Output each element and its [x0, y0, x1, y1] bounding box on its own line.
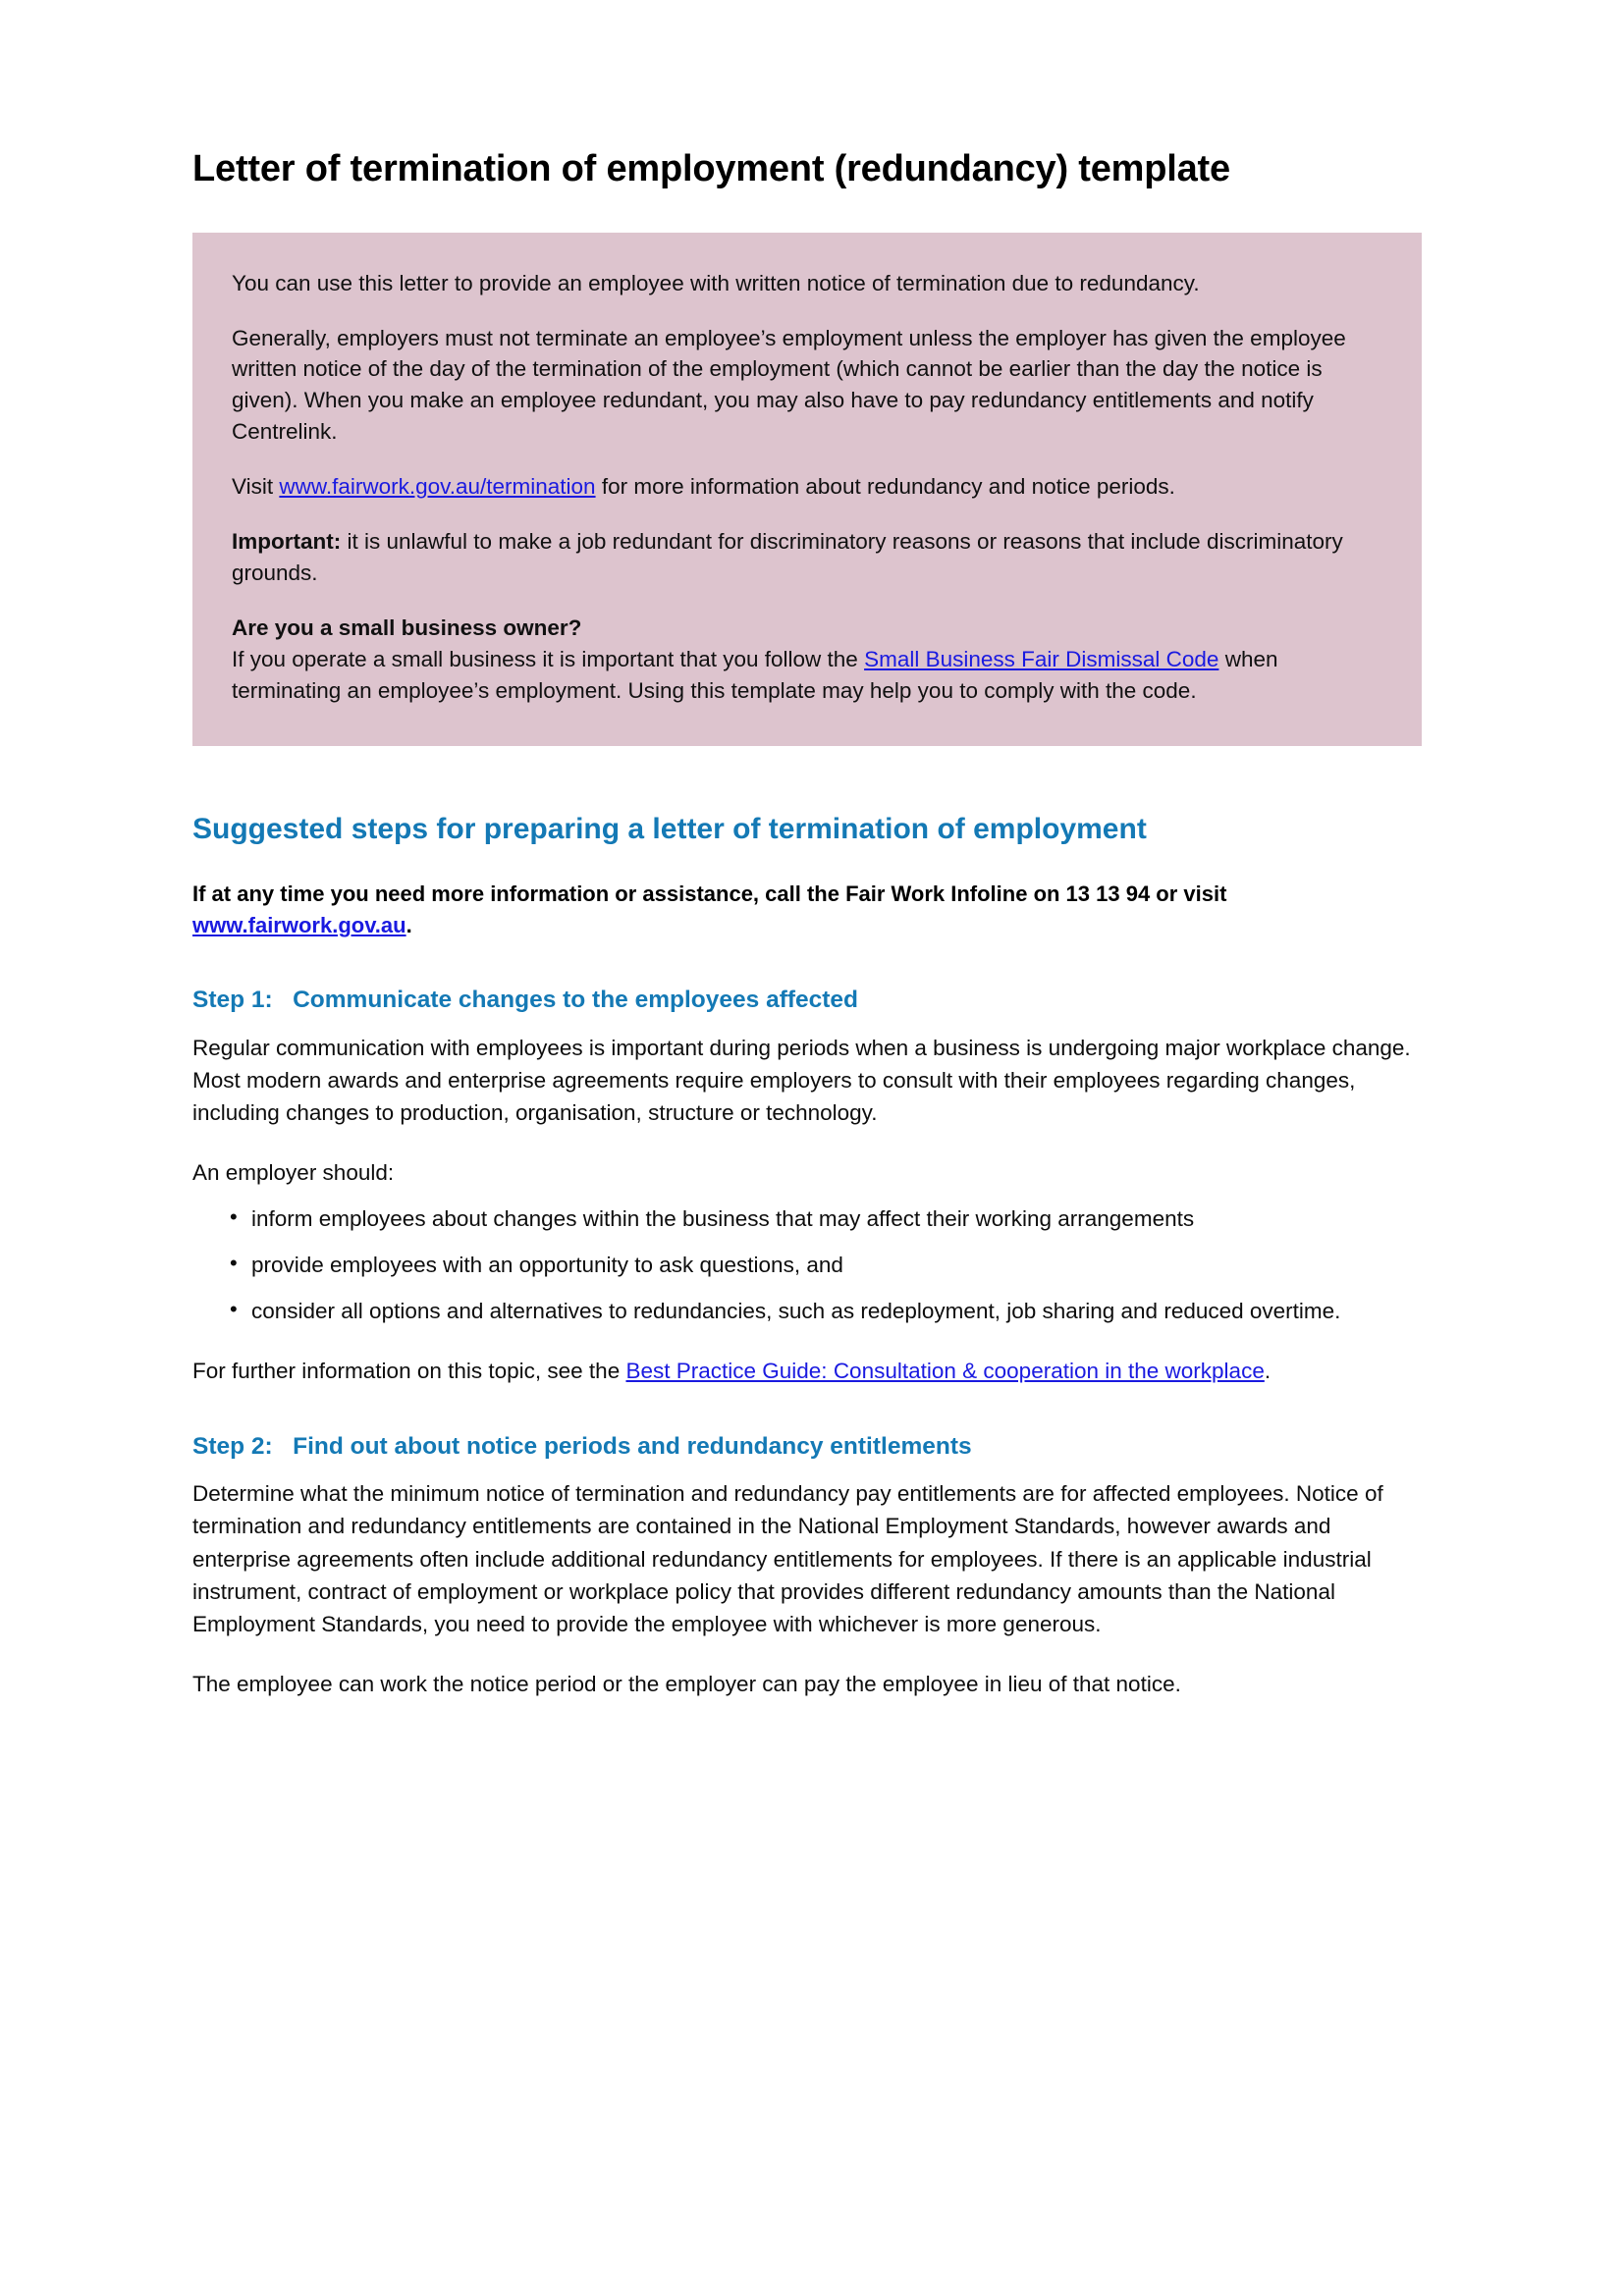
step-2-label: Step 2: — [192, 1432, 273, 1460]
step-2-paragraph-2: The employee can work the notice period or the employer can pay the employee in lieu of that notice. — [192, 1671, 1181, 1696]
step-1-bullet-list — [192, 1202, 1432, 1327]
section-heading-suggested-steps: Suggested steps for preparing a letter of termination of employment — [192, 812, 1147, 845]
small-business-suffix-text: when terminating an employee’s employment. Using this template may help you to comply with the code. — [232, 647, 1278, 703]
important-label: Important: — [232, 529, 342, 555]
visit-suffix-text: for more information about redundancy and notice periods. — [595, 474, 1175, 500]
step-2-title: Find out about notice periods and redundancy entitlements — [293, 1432, 972, 1460]
best-practice-guide-link[interactable]: Best Practice Guide: Consultation & cooperation in the workplace — [625, 1359, 1265, 1384]
small-business-paragraph — [232, 644, 1382, 707]
callout-paragraph-1: You can use this letter to provide an employee with written notice of termination due to redundancy. — [232, 270, 1200, 295]
step-1-title: Communicate changes to the employees affected — [293, 987, 859, 1014]
step-1-paragraph-1: Regular communication with employees is important during periods when a business is undergoing major workplace change. Most modern awards and enterprise agreements require employers to consult with their employees regarding changes, including changes to production, organisation, structure or technology. — [192, 1036, 1411, 1126]
visit-prefix-text: Visit — [232, 474, 280, 500]
callout-visit-paragraph — [232, 471, 1382, 503]
step-2-heading — [192, 1431, 1432, 1463]
step-1-further-info-paragraph — [192, 1355, 1432, 1387]
list-item: • consider all options and alternatives to redundancies, such as redeployment, job sharing and reduced overtime. — [230, 1295, 1432, 1327]
infoline-intro-suffix: . — [406, 913, 412, 938]
document-content — [192, 0, 1432, 1700]
infoline-intro-paragraph — [192, 879, 1432, 941]
small-business-fair-dismissal-code-link[interactable]: Small Business Fair Dismissal Code — [864, 647, 1219, 672]
further-info-suffix: . — [1264, 1359, 1271, 1384]
small-business-heading-text: Are you a small business owner? — [232, 615, 582, 641]
small-business-heading — [232, 613, 1382, 644]
list-item: • inform employees about changes within the business that may affect their working arrangements — [230, 1202, 1432, 1235]
fairwork-home-link[interactable]: www.fairwork.gov.au — [192, 913, 406, 938]
page-title: Letter of termination of employment (redundancy) template — [192, 148, 1230, 189]
step-1-heading — [192, 985, 1432, 1016]
step-2-paragraph-1: Determine what the minimum notice of termination and redundancy pay entitlements are for affected employees. Notice of termination and redundancy entitlements are contained in the National Employment Standards, however awards and enterprise agreements often include additional redundancy entitlements for employees. If there is an applicable industrial instrument, contract of employment or workplace policy that provides different redundancy amounts than the National Employment Standards, you need to provide the employee with whichever is more generous. — [192, 1481, 1383, 1636]
callout-important-paragraph — [232, 526, 1382, 589]
info-callout-box — [192, 233, 1422, 746]
fairwork-termination-link[interactable]: www.fairwork.gov.au/termination — [279, 474, 596, 500]
step-1-label: Step 1: — [192, 987, 273, 1014]
infoline-intro-prefix: If at any time you need more information or assistance, call the Fair Work Infoline on 13 13 94 or visit — [192, 881, 1227, 907]
step-1-paragraph-2: An employer should: — [192, 1160, 395, 1186]
further-info-prefix: For further information on this topic, see the — [192, 1359, 626, 1384]
callout-paragraph-2: Generally, employers must not terminate an employee’s employment unless the employer has given the employee written notice of the day of the termination of the employment (which cannot be earlier than the day the notice is given). When you make an employee redundant, you may also have to pay redundancy entitlements and notify Centrelink. — [232, 325, 1346, 445]
list-item: • provide employees with an opportunity to ask questions, and — [230, 1249, 1432, 1281]
important-text: it is unlawful to make a job redundant for discriminatory reasons or reasons that include discriminatory grounds. — [232, 529, 1343, 586]
small-business-prefix-text: If you operate a small business it is important that you follow the — [232, 647, 865, 672]
